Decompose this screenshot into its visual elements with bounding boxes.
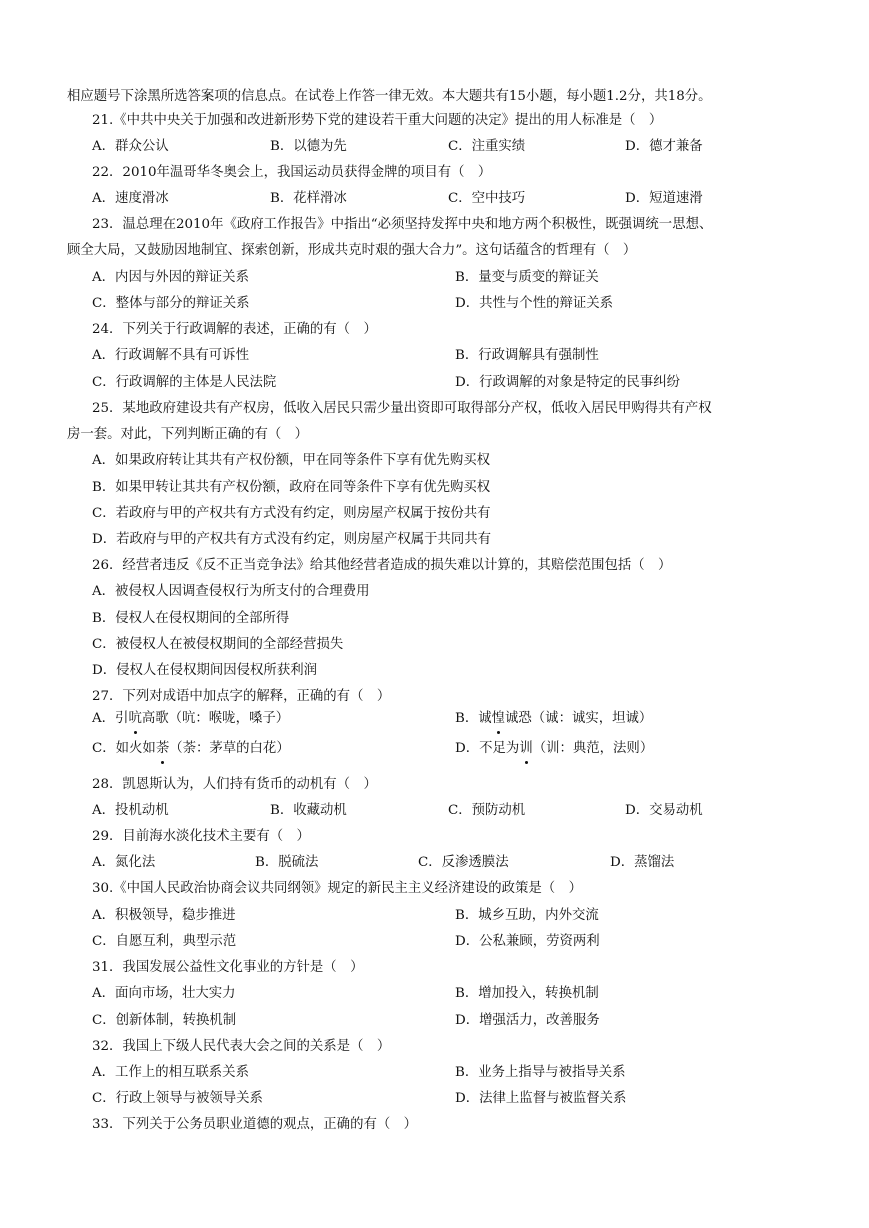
question-31-option-a: A．面向市场，壮大实力 [92,986,236,1001]
question-23-option-a: A．内因与外因的辩证关系 [92,270,249,285]
question-23-stem-line-2: 顾全大局，又鼓励因地制宜、探索创新，形成共克时艰的强大合力”。这句话蕴含的哲理有（ ） [67,243,637,258]
question-27-stem: 27．下列对成语中加点字的解释，正确的有（ ） [92,689,391,704]
question-22-option-d: D．短道速滑 [625,191,703,206]
question-25-option-d: D．若政府与甲的产权共有方式没有约定，则房屋产权属于共同共有 [92,532,492,547]
question-25-stem-line-2: 房一套。对此，下列判断正确的有（ ） [67,427,309,442]
question-31-option-c: C．创新体制，转换机制 [92,1013,237,1028]
option-text-post: （荼：茅草的白花） [169,741,290,756]
option-text-post: 高歌（吭：喉咙，嗓子） [141,711,290,726]
question-32-option-d: D．法律上监督与被监督关系 [455,1091,627,1106]
question-22-stem: 22．2010年温哥华冬奥会上，我国运动员获得金牌的项目有（ ） [92,165,492,180]
instructions-text: 相应题号下涂黑所选答案项的信息点。在试卷上作答一律无效。本大题共有15小题，每小题1.2分，共18分。 [67,89,712,104]
question-32-option-c: C．行政上领导与被领导关系 [92,1091,263,1106]
question-24-stem: 24．下列关于行政调解的表述，正确的有（ ） [92,322,377,337]
question-27-option-a [92,710,289,728]
question-21-option-d: D．德才兼备 [625,139,703,154]
question-25-stem-line-1: 25．某地政府建设共有产权房，低收入居民只需少量出资即可取得部分产权，低收入居民甲购得共有产权 [92,401,712,416]
question-28-option-a: A．投机动机 [92,803,169,818]
option-text-post: （训：典范，法则） [532,741,654,756]
question-22-option-b: B．花样滑冰 [270,191,347,206]
question-26-stem: 26．经营者违反《反不正当竞争法》给其他经营者造成的损失难以计算的，其赔偿范围包括（ ） [92,558,672,573]
question-32-option-a: A．工作上的相互联系关系 [92,1065,249,1080]
emphasis-dot-char: 惶 [491,711,506,726]
question-23-option-b: B．量变与质变的辩证关 [455,270,599,285]
question-33-stem: 33．下列关于公务员职业道德的观点，正确的有（ ） [92,1117,418,1132]
question-27-option-d [455,740,653,758]
question-32-stem: 32．我国上下级人民代表大会之间的关系是（ ） [92,1039,391,1054]
question-30-option-d: D．公私兼顾，劳资两利 [455,934,600,949]
option-text-pre: A．引 [92,711,129,726]
question-22-option-a: A．速度滑冰 [92,191,169,206]
question-24-option-a: A．行政调解不具有可诉性 [92,348,249,363]
question-30-option-c: C．自愿互利，典型示范 [92,934,237,949]
question-25-option-a: A．如果政府转让其共有产权份额，甲在同等条件下享有优先购买权 [92,453,490,468]
question-23-option-c: C．整体与部分的辩证关系 [92,296,250,311]
question-21-option-c: C．注重实绩 [448,139,526,154]
question-29-option-d: D．蒸馏法 [610,855,675,870]
question-26-option-d: D．侵权人在侵权期间因侵权所获利润 [92,663,317,678]
option-text-pre: D．不足为 [455,741,520,756]
question-31-option-b: B．增加投入，转换机制 [455,986,599,1001]
question-31-stem: 31．我国发展公益性文化事业的方针是（ ） [92,960,364,975]
question-28-option-b: B．收藏动机 [270,803,347,818]
question-26-option-b: B．侵权人在侵权期间的全部所得 [92,611,290,626]
question-30-option-b: B．城乡互助，内外交流 [455,908,599,923]
question-29-option-c: C．反渗透膜法 [418,855,509,870]
question-21-option-b: B．以德为先 [270,139,347,154]
question-23-stem-line-1: 23．温总理在2010年《政府工作报告》中指出“必须坚持发挥中央和地方两个积极性，既强调统一思想、 [92,217,713,232]
option-text-post: 诚恐（诚：诚实，坦诚） [505,711,653,726]
question-28-stem: 28．凯恩斯认为，人们持有货币的动机有（ ） [92,777,377,792]
question-28-option-d: D．交易动机 [625,803,703,818]
question-30-stem: 30.《中国人民政治协商会议共同纲领》规定的新民主主义经济建设的政策是（ ） [92,881,582,896]
question-27-option-c [92,740,290,758]
question-24-option-c: C．行政调解的主体是人民法院 [92,375,277,390]
emphasis-dot-char: 荼 [155,741,170,756]
question-22-option-c: C．空中技巧 [448,191,526,206]
option-text-pre: B．诚 [455,711,492,726]
question-29-stem: 29．目前海水淡化技术主要有（ ） [92,829,310,844]
question-21-option-a: A．群众公认 [92,139,169,154]
question-24-option-b: B．行政调解具有强制性 [455,348,599,363]
question-27-option-b [455,710,652,728]
emphasis-dot-char: 吭 [128,711,142,726]
question-30-option-a: A．积极领导，稳步推进 [92,908,236,923]
question-25-option-c: C．若政府与甲的产权共有方式没有约定，则房屋产权属于按份共有 [92,506,491,521]
question-29-option-a: A．氮化法 [92,855,156,870]
question-26-option-a: A．被侵权人因调查侵权行为所支付的合理费用 [92,584,370,599]
question-25-option-b: B．如果甲转让其共有产权份额，政府在同等条件下享有优先购买权 [92,480,491,495]
question-21-stem: 21.《中共中央关于加强和改进新形势下党的建设若干重大问题的决定》提出的用人标准是（ ） [92,113,663,128]
question-24-option-d: D．行政调解的对象是特定的民事纠纷 [455,375,680,390]
question-29-option-b: B．脱硫法 [255,855,319,870]
question-28-option-c: C．预防动机 [448,803,526,818]
question-32-option-b: B．业务上指导与被指导关系 [455,1065,626,1080]
question-23-option-d: D．共性与个性的辩证关系 [455,296,614,311]
question-31-option-d: D．增强活力，改善服务 [455,1013,600,1028]
emphasis-dot-char: 训 [519,741,533,756]
question-26-option-c: C．被侵权人在被侵权期间的全部经营损失 [92,637,344,652]
option-text-pre: C．如火如 [92,741,156,756]
